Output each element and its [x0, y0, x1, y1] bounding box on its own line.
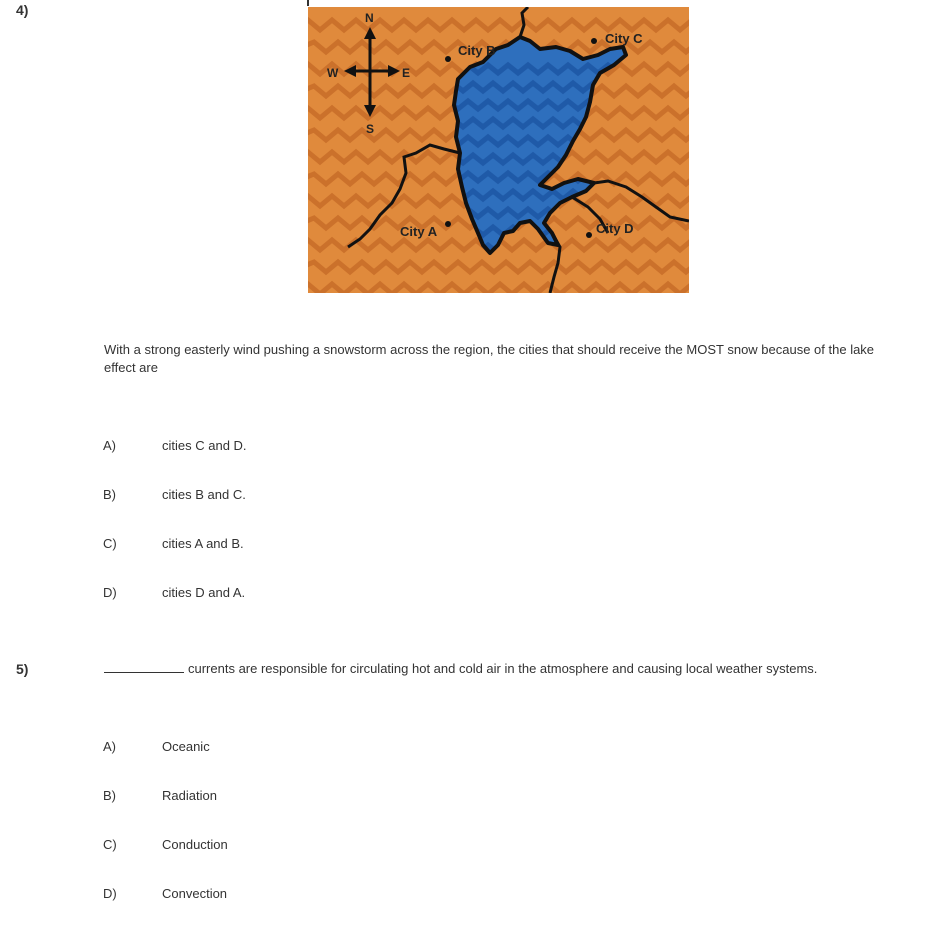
option-letter: B): [103, 788, 116, 803]
compass-south: S: [366, 122, 375, 136]
lake-effect-map: [308, 7, 689, 293]
compass-west: W: [327, 66, 339, 80]
question-4-number: 4): [16, 2, 29, 18]
option-letter: D): [103, 585, 117, 600]
city-b-dot: [445, 56, 451, 62]
question-5-stem: currents are responsible for circulating hot and cold air in the atmosphere and causing local weather systems.: [188, 661, 818, 676]
option-text: Conduction: [162, 837, 228, 852]
option-text: Convection: [162, 886, 228, 901]
compass-east: E: [402, 66, 411, 80]
city-d-label: City D: [596, 221, 634, 236]
option-text: Radiation: [162, 788, 217, 803]
option-letter: C): [103, 837, 117, 852]
city-a-label: City A: [400, 224, 438, 239]
option-letter: D): [103, 886, 117, 901]
option-text: Oceanic: [162, 739, 210, 754]
city-c-label: City C: [605, 31, 643, 46]
option-text: cities D and A.: [162, 585, 246, 600]
option-text: cities B and C.: [162, 487, 246, 502]
question-5-number: 5): [16, 661, 29, 677]
option-letter: A): [103, 438, 116, 453]
option-letter: C): [103, 536, 117, 551]
city-c-dot: [591, 38, 597, 44]
divider-tick: [307, 0, 309, 6]
option-text: cities A and B.: [162, 536, 244, 551]
option-text: cities C and D.: [162, 438, 247, 453]
compass-north: N: [365, 11, 374, 25]
answer-blank: [104, 660, 184, 673]
question-4-stem: With a strong easterly wind pushing a snowstorm across the region, the cities that should receive the MOST snow because of the lake effect are: [104, 342, 875, 375]
city-d-dot: [586, 232, 592, 238]
question-5-stem-row: [104, 660, 904, 678]
city-a-dot: [445, 221, 451, 227]
option-letter: A): [103, 739, 116, 754]
option-letter: B): [103, 487, 116, 502]
city-b-label: City B: [458, 43, 496, 58]
